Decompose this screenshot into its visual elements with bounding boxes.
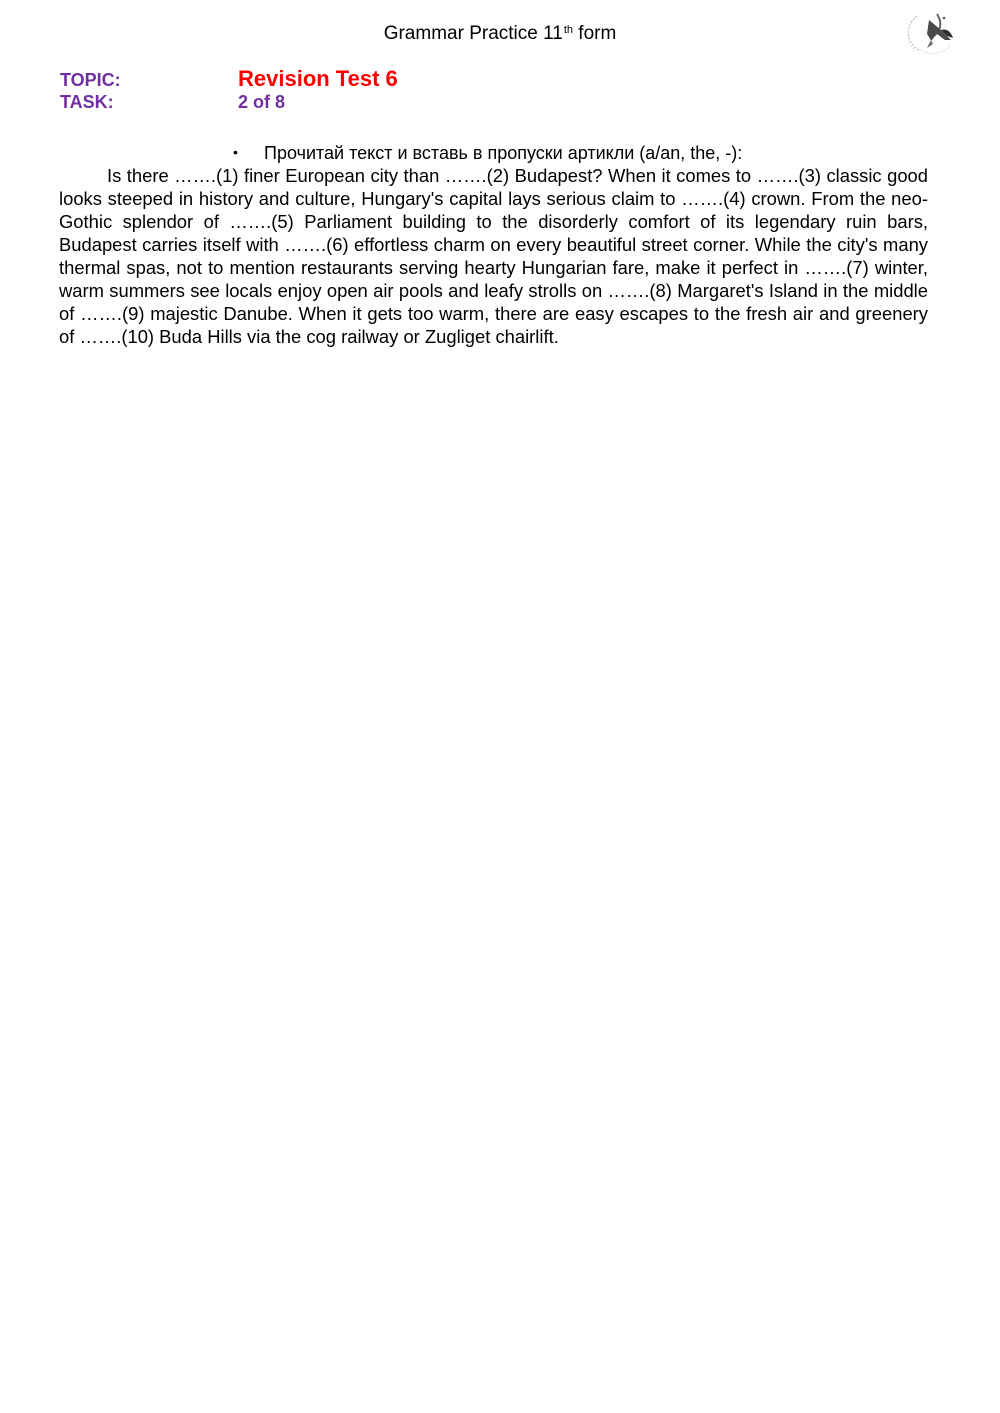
passage-text: Is there …….(1) finer European city than …….(2) Budapest? When it comes to …….(3) classic good looks steeped in history and culture, Hungary's capital lays serious claim to …….(4) crown. From the neo-Gothic splendor of …….(5) Parliament building to the disorderly comfort of its legendary ruin bars, Budapest carries itself with …….(6) effortless charm on every beautiful street corner. While the city's many thermal spas, not to mention restaurants serving hearty Hungarian fare, make it perfect in …….(7) winter, warm summers see locals enjoy open air pools and leafy strolls on …….(8) Margaret's Island in the middle of …….(9) majestic Danube. When it gets too warm, there are easy escapes to the fresh air and greenery of …….(10) Buda Hills via the cog railway or Zugliget chairlift. — [59, 165, 928, 347]
instruction-text: Прочитай текст и вставь в пропуски артикли (a/an, the, -): — [264, 143, 743, 163]
header-title-suffix: form — [573, 23, 617, 44]
task-instruction — [233, 141, 742, 165]
task-value: 2 of 8 — [238, 92, 286, 112]
topic-label: TOPIC: — [60, 70, 121, 90]
topic-value: Revision Test 6 — [238, 66, 398, 91]
task-label: TASK: — [60, 92, 114, 112]
header-title-superscript: th — [563, 24, 574, 36]
page-header — [0, 20, 1000, 48]
school-crest-icon — [907, 10, 957, 56]
header-title-prefix: Grammar Practice 11 — [383, 23, 563, 44]
bullet-icon: • — [233, 144, 238, 160]
